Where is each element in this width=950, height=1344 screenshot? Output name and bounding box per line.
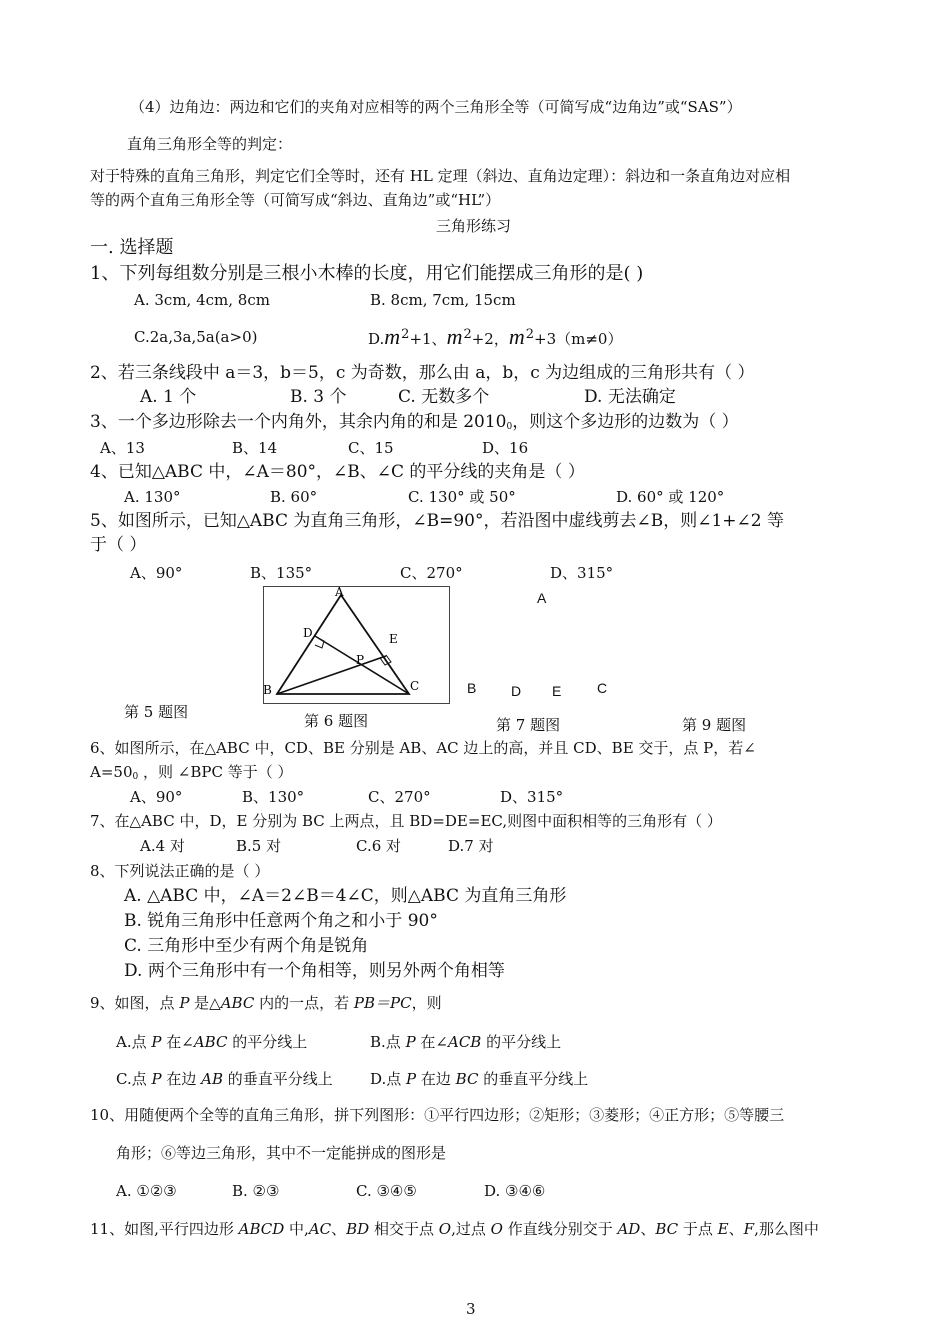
q1-option-d: D.m2+1、m2+2，m2+3（m≠0） <box>368 324 623 349</box>
q4-option-b: B. 60° <box>270 488 318 506</box>
label-e: E <box>389 632 398 646</box>
q6-option-b: B、130° <box>242 788 305 806</box>
q10-stem-line1: 10、用随便两个全等的直角三角形，拼下列图形：①平行四边形；②矩形；③菱形；④正方形；⑤等腰三 <box>90 1106 785 1124</box>
q9-option-a: A.点 P 在∠ABC 的平分线上 <box>116 1033 308 1051</box>
q6-stem-line2: A=500 ，则 ∠BPC 等于（ ） <box>90 763 293 782</box>
q9-option-c: C.点 P 在边 AB 的垂直平分线上 <box>116 1070 333 1088</box>
figure-6-triangle-diagram <box>263 586 450 704</box>
q9-option-b: B.点 P 在∠ACB 的平分线上 <box>370 1033 562 1051</box>
q5-stem-line2: 于（ ） <box>90 535 147 555</box>
q8-option-a: A. △ABC 中，∠A＝2∠B＝4∠C，则△ABC 为直角三角形 <box>124 886 567 906</box>
q2-stem: 2、若三条线段中 a＝3，b＝5，c 为奇数，那么由 a，b，c 为边组成的三角形共有（ ） <box>90 363 755 383</box>
q8-option-d: D. 两个三角形中有一个角相等，则另外两个角相等 <box>124 961 505 981</box>
q2-option-c: C. 无数多个 <box>398 387 490 407</box>
q3-option-c: C、15 <box>348 439 394 457</box>
q11-stem: 11、如图,平行四边形 ABCD 中,AC、BD 相交于点 O,过点 O 作直线分别交于 AD、BC 于点 E、F,那么图中 <box>90 1220 819 1238</box>
q9-option-d: D.点 P 在边 BC 的垂直平分线上 <box>370 1070 589 1088</box>
q8-stem: 8、下列说法正确的是（ ） <box>90 862 270 880</box>
q7-option-b: B.5 对 <box>236 837 282 855</box>
q10-stem-line2: 角形；⑥等边三角形，其中不一定能拼成的图形是 <box>116 1144 447 1162</box>
fig7-label-a: A <box>537 590 547 606</box>
q7-option-d: D.7 对 <box>448 837 494 855</box>
q3-option-a: A、13 <box>100 439 145 457</box>
right-triangle-title: 直角三角形全等的判定： <box>127 135 293 153</box>
fig7-label-e: E <box>552 683 562 699</box>
figure-6-border <box>264 587 450 704</box>
q10-option-c: C. ③④⑤ <box>356 1182 417 1200</box>
q3-stem: 3、一个多边形除去一个内角外，其余内角的和是 20100，则这个多边形的边数为（ ） <box>90 412 739 432</box>
exercise-title: 三角形练习 <box>436 217 512 235</box>
q6-stem-line1: 6、如图所示，在△ABC 中，CD、BE 分别是 AB、AC 边上的高，并且 CD、BE 交于，点 P，若∠ <box>90 739 756 757</box>
sas-rule: （4）边角边：两边和它们的夹角对应相等的两个三角形全等（可简写成“边角边”或“SAS”） <box>130 98 742 116</box>
caption-fig6: 第 6 题图 <box>304 712 369 730</box>
q8-option-b: B. 锐角三角形中任意两个角之和小于 90° <box>124 911 438 931</box>
q7-stem: 7、在△ABC 中，D，E 分别为 BC 上两点，且 BD=DE=EC,则图中面积相等的三角形有（ ） <box>90 812 722 830</box>
q2-option-b: B. 3 个 <box>290 387 347 407</box>
fig7-label-c: C <box>597 680 608 696</box>
caption-fig9: 第 9 题图 <box>682 716 747 734</box>
q8-option-c: C. 三角形中至少有两个角是锐角 <box>124 936 369 956</box>
q6-option-d: D、315° <box>500 788 564 806</box>
q4-option-d: D. 60° 或 120° <box>616 488 725 506</box>
q7-option-a: A.4 对 <box>140 837 185 855</box>
q6-option-c: C、270° <box>368 788 431 806</box>
hl-rule-line2: 等的两个直角三角形全等（可简写成“斜边、直角边”或“HL”） <box>90 191 501 209</box>
q1-option-b: B. 8cm, 7cm, 15cm <box>370 291 516 309</box>
q2-option-a: A. 1 个 <box>140 387 197 407</box>
q10-option-a: A. ①②③ <box>116 1182 177 1200</box>
label-b: B <box>263 683 272 697</box>
q6-option-a: A、90° <box>130 788 183 806</box>
q2-option-d: D. 无法确定 <box>584 387 676 407</box>
q5-stem-line1: 5、如图所示，已知△ABC 为直角三角形，∠B=90°，若沿图中虚线剪去∠B，则∠1+∠2 等 <box>90 511 785 531</box>
q3-option-b: B、14 <box>232 439 278 457</box>
label-p: P <box>356 653 365 667</box>
label-a: A <box>335 586 344 599</box>
hl-rule-line1: 对于特殊的直角三角形，判定它们全等时，还有 HL 定理（斜边、直角边定理）：斜边和一条直角边对应相 <box>90 167 791 185</box>
page-number: 3 <box>466 1300 476 1318</box>
q1-stem: 1、下列每组数分别是三根小木棒的长度，用它们能摆成三角形的是( ) <box>90 263 644 284</box>
q4-option-a: A. 130° <box>124 488 181 506</box>
q3-option-d: D、16 <box>482 439 529 457</box>
q1-option-c: C.2a,3a,5a(a>0) <box>134 328 258 346</box>
q10-option-d: D. ③④⑥ <box>484 1182 546 1200</box>
q10-option-b: B. ②③ <box>232 1182 280 1200</box>
label-c: C <box>410 679 420 693</box>
q9-stem: 9、如图，点 P 是△ABC 内的一点，若 PB＝PC，则 <box>90 994 442 1012</box>
q4-option-c: C. 130° 或 50° <box>408 488 516 506</box>
fig7-label-d: D <box>511 683 522 699</box>
q5-option-b: B、135° <box>250 564 313 582</box>
q5-option-c: C、270° <box>400 564 463 582</box>
q5-option-a: A、90° <box>130 564 183 582</box>
label-d: D <box>303 626 313 640</box>
fig7-label-b: B <box>467 680 477 696</box>
q7-option-c: C.6 对 <box>356 837 402 855</box>
section-heading: 一. 选择题 <box>90 237 174 258</box>
caption-fig7: 第 7 题图 <box>496 716 561 734</box>
q5-option-d: D、315° <box>550 564 614 582</box>
q1-option-a: A. 3cm, 4cm, 8cm <box>134 291 270 309</box>
q4-stem: 4、已知△ABC 中，∠A＝80°，∠B、∠C 的平分线的夹角是（ ） <box>90 462 585 482</box>
caption-fig5: 第 5 题图 <box>124 703 189 721</box>
